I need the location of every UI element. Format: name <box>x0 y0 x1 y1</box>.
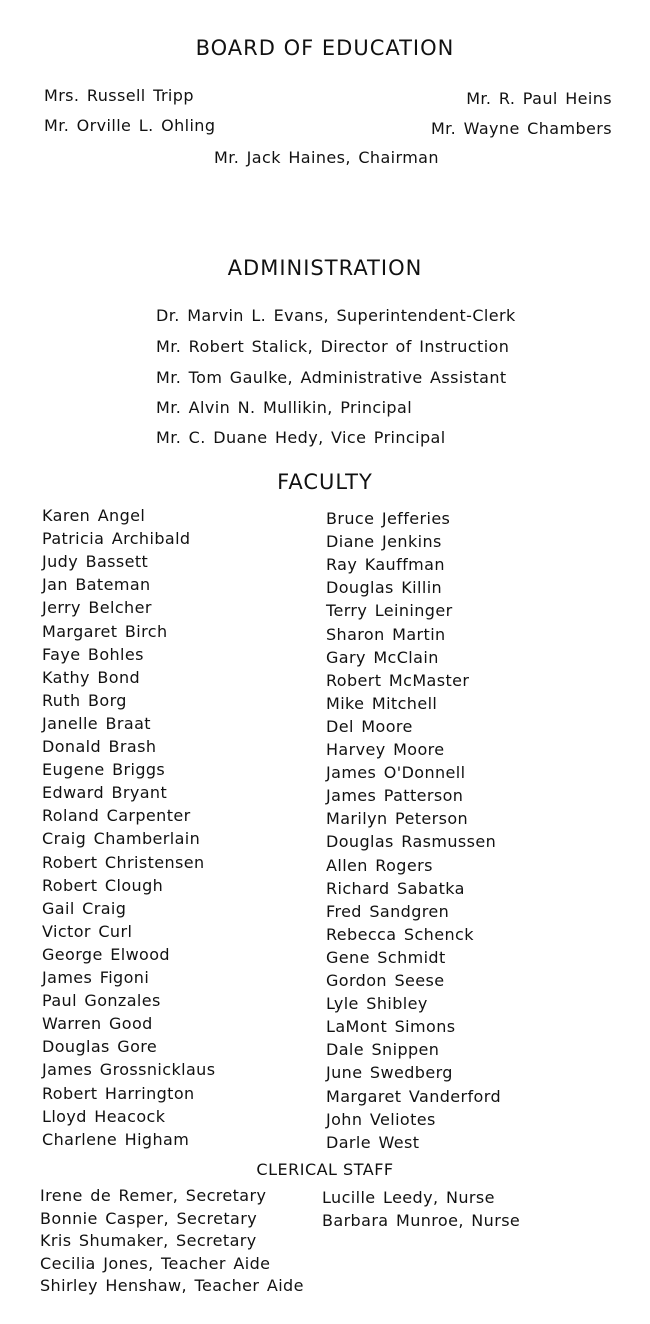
staff-name: George Elwood <box>42 944 170 964</box>
staff-name: Kathy Bond <box>42 667 141 687</box>
administrator: Mr. C. Duane Hedy, Vice Principal <box>156 428 446 447</box>
staff-name: Irene de Remer, Secretary <box>40 1186 267 1205</box>
board-chairman: Mr. Jack Haines, Chairman <box>214 148 439 167</box>
staff-name: Douglas Rasmussen <box>326 832 497 852</box>
clerical-title: CLERICAL STAFF <box>256 1160 394 1179</box>
staff-name: Del Moore <box>326 716 413 736</box>
staff-name: Janelle Braat <box>42 713 151 733</box>
staff-name: Lyle Shibley <box>326 994 428 1014</box>
staff-name: Gordon Seese <box>326 971 445 990</box>
staff-name: Terry Leininger <box>326 601 453 621</box>
staff-name: Roland Carpenter <box>42 806 191 826</box>
staff-name: Jan Bateman <box>42 575 151 595</box>
staff-name: Bruce Jefferies <box>326 509 451 528</box>
staff-name: Bonnie Casper, Secretary <box>40 1208 258 1228</box>
staff-name: June Swedberg <box>326 1063 453 1083</box>
staff-name: Marilyn Peterson <box>326 809 469 829</box>
staff-name: Lloyd Heacock <box>42 1106 166 1126</box>
board-member: Mr. Wayne Chambers <box>430 119 612 138</box>
staff-name: Dale Snippen <box>326 1040 440 1060</box>
staff-name: Sharon Martin <box>326 624 446 644</box>
staff-name: Gary McClain <box>326 647 439 667</box>
staff-name: Kris Shumaker, Secretary <box>40 1231 257 1250</box>
staff-name: James Figoni <box>42 968 150 987</box>
administration-title: ADMINISTRATION <box>227 256 423 280</box>
staff-name: Warren Good <box>42 1014 153 1034</box>
staff-name: Edward Bryant <box>42 783 168 803</box>
staff-name: Paul Gonzales <box>42 991 161 1011</box>
staff-name: Robert Clough <box>42 875 164 895</box>
staff-name: Judy Bassett <box>42 552 149 572</box>
staff-name: Cecilia Jones, Teacher Aide <box>40 1253 271 1273</box>
staff-name: Margaret Birch <box>42 621 168 641</box>
board-member: Mr. Orville L. Ohling <box>44 116 216 135</box>
staff-name: Barbara Munroe, Nurse <box>322 1210 521 1230</box>
staff-name: Ray Kauffman <box>326 555 445 575</box>
staff-name: Mike Mitchell <box>326 693 438 713</box>
staff-name: Donald Brash <box>42 737 157 756</box>
staff-name: Diane Jenkins <box>326 532 442 552</box>
staff-name: Gene Schmidt <box>326 947 446 967</box>
board-title: BOARD OF EDUCATION <box>195 36 455 60</box>
staff-name: Patricia Archibald <box>42 529 191 549</box>
staff-name: Faye Bohles <box>42 644 144 664</box>
staff-name: Lucille Leedy, Nurse <box>322 1188 495 1207</box>
staff-name: Fred Sandgren <box>326 901 450 921</box>
staff-name: James Patterson <box>326 786 464 806</box>
staff-name: LaMont Simons <box>326 1017 456 1037</box>
staff-name: Shirley Henshaw, Teacher Aide <box>40 1276 304 1295</box>
staff-name: Karen Angel <box>42 506 146 525</box>
staff-name: Jerry Belcher <box>42 598 152 618</box>
staff-name: Charlene Higham <box>42 1129 190 1149</box>
staff-name: Ruth Borg <box>42 690 127 710</box>
staff-name: James Grossnicklaus <box>42 1060 216 1080</box>
staff-name: Victor Curl <box>42 921 133 941</box>
staff-name: Craig Chamberlain <box>42 829 201 849</box>
staff-name: Douglas Killin <box>326 578 443 598</box>
staff-name: Douglas Gore <box>42 1037 158 1057</box>
staff-name: Robert Christensen <box>42 852 205 872</box>
board-member: Mr. R. Paul Heins <box>466 89 612 108</box>
staff-name: Allen Rogers <box>326 855 433 875</box>
staff-name: Robert Harrington <box>42 1083 195 1103</box>
administrator: Mr. Robert Stalick, Director of Instruction <box>156 337 510 356</box>
staff-name: Darle West <box>326 1132 420 1152</box>
board-member: Mrs. Russell Tripp <box>44 86 194 105</box>
staff-name: Harvey Moore <box>326 740 445 759</box>
staff-name: Gail Craig <box>42 898 127 918</box>
staff-name: Margaret Vanderford <box>326 1086 501 1106</box>
staff-name: Eugene Briggs <box>42 760 166 780</box>
staff-name: John Veliotes <box>326 1109 436 1129</box>
administrator: Dr. Marvin L. Evans, Superintendent-Clerk <box>156 306 516 325</box>
staff-name: Robert McMaster <box>326 670 470 690</box>
administrator: Mr. Alvin N. Mullikin, Principal <box>156 398 413 417</box>
faculty-title: FACULTY <box>277 470 373 494</box>
staff-name: Rebecca Schenck <box>326 924 474 944</box>
staff-name: James O'Donnell <box>326 763 466 783</box>
staff-name: Richard Sabatka <box>326 878 465 898</box>
administrator: Mr. Tom Gaulke, Administrative Assistant <box>156 368 507 387</box>
